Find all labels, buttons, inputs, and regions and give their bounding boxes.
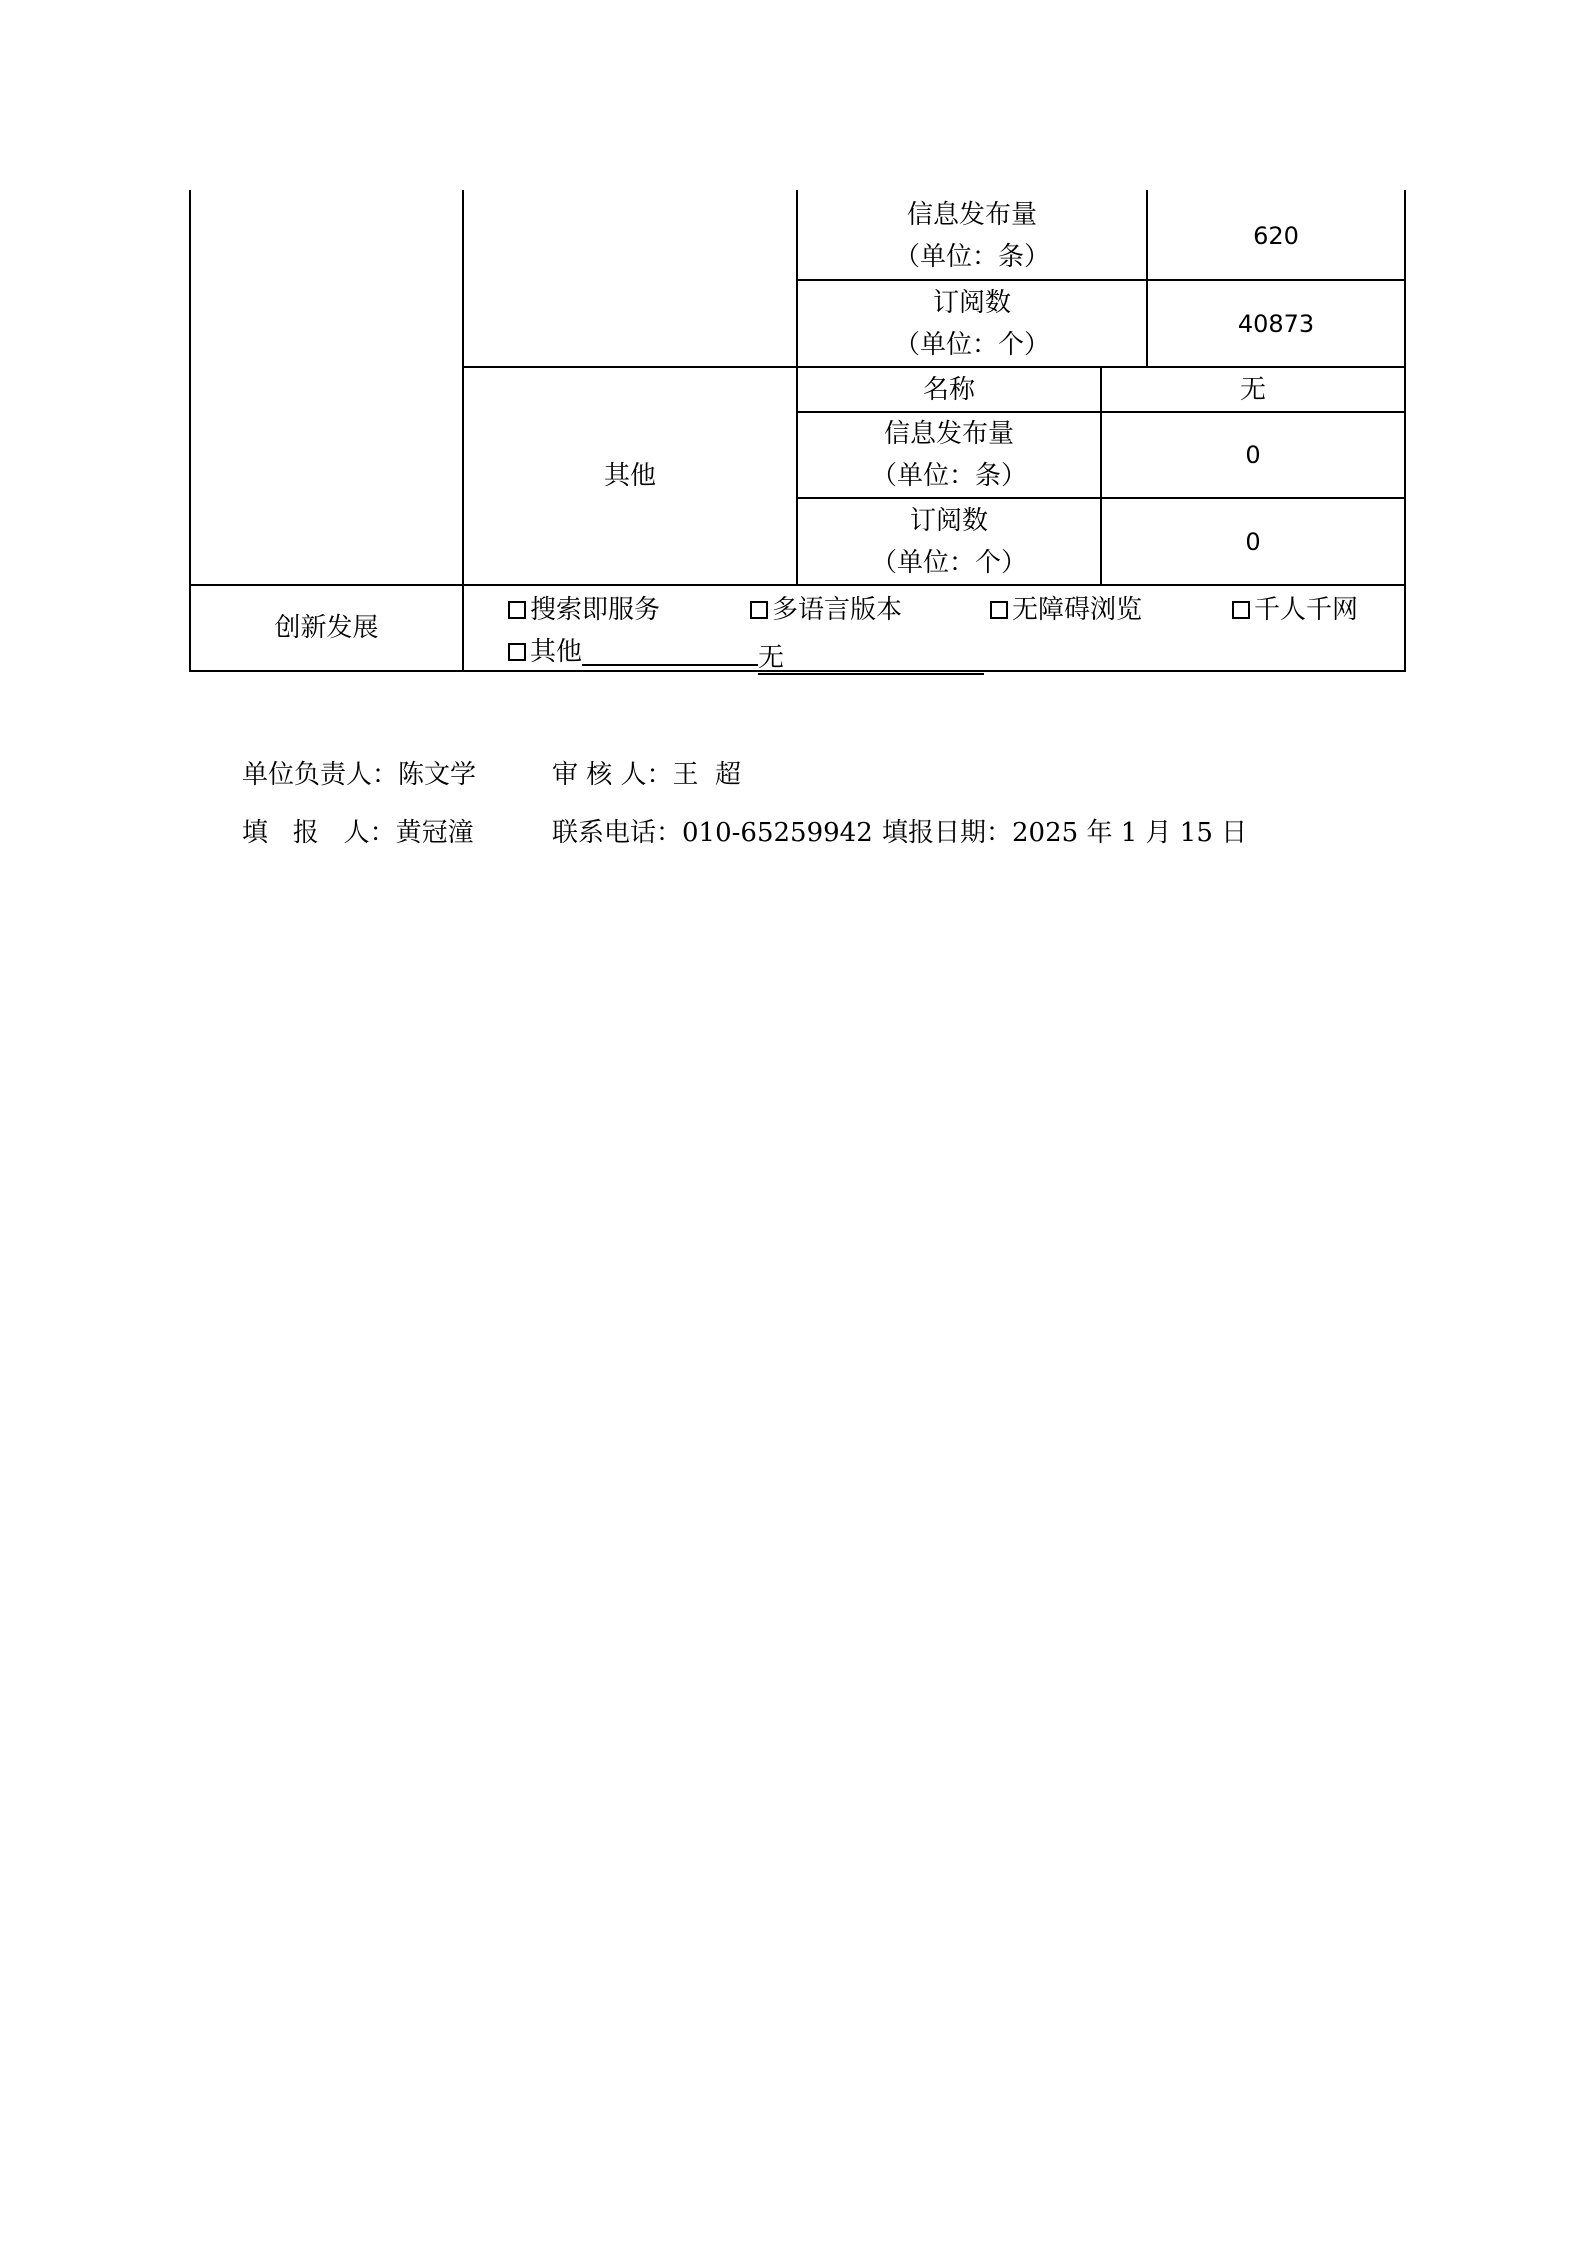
row-label: 信息发布量 xyxy=(883,419,1014,449)
name-label: 名称 xyxy=(922,374,975,405)
grid-line xyxy=(1404,190,1406,672)
row-unit: （单位：条） xyxy=(870,461,1027,491)
option-label: 搜索即服务 xyxy=(530,595,661,625)
option-accessibility[interactable] xyxy=(990,589,1142,626)
row-label: 订阅数 xyxy=(932,287,1011,318)
owner-label: 单位负责人： xyxy=(242,760,399,790)
row-value: 0 xyxy=(1245,441,1261,469)
owner-name: 陈文学 xyxy=(398,760,477,790)
table-row xyxy=(798,192,1146,279)
row-unit: （单位：条） xyxy=(893,241,1050,272)
option-label: 多语言版本 xyxy=(772,595,903,625)
option-label: 千人千网 xyxy=(1254,595,1359,625)
row-unit: （单位：个） xyxy=(893,329,1050,360)
row-label: 信息发布量 xyxy=(906,199,1037,230)
other-value: 无 xyxy=(758,643,984,675)
other-blank xyxy=(582,634,758,666)
checkbox-icon[interactable] xyxy=(508,601,526,619)
reviewer-name: 王 超 xyxy=(672,760,742,790)
table-row xyxy=(798,281,1146,366)
option-search-service[interactable] xyxy=(508,589,660,626)
option-label: 无障碍浏览 xyxy=(1012,595,1143,625)
row-value: 620 xyxy=(1253,221,1299,250)
option-other[interactable] xyxy=(508,631,984,675)
checkbox-icon[interactable] xyxy=(750,601,768,619)
row-value: 0 xyxy=(1245,527,1261,556)
checkbox-icon[interactable] xyxy=(1232,601,1250,619)
checkbox-icon[interactable] xyxy=(990,601,1008,619)
row-value: 40873 xyxy=(1237,309,1315,338)
row-label: 订阅数 xyxy=(909,505,988,536)
option-multilingual[interactable] xyxy=(750,589,902,626)
owner-line xyxy=(242,754,476,791)
row-unit: （单位：个） xyxy=(870,547,1027,578)
phone-number: 010-65259942 xyxy=(682,818,873,848)
reviewer-label: 审 核 人： xyxy=(552,760,673,790)
name-value: 无 xyxy=(1239,374,1266,405)
option-label: 其他 xyxy=(530,637,583,667)
filler-line xyxy=(242,812,474,849)
phone-line xyxy=(552,812,873,849)
date-line xyxy=(882,812,1247,849)
table-row xyxy=(798,499,1100,584)
filler-label: 填 报 人： xyxy=(242,818,396,848)
filler-name: 黄冠潼 xyxy=(395,818,474,848)
other-group-label: 其他 xyxy=(603,461,656,491)
option-personalization[interactable] xyxy=(1232,589,1358,626)
date-label: 填报日期： xyxy=(882,818,1013,848)
fill-date: 2025 年 1 月 15 日 xyxy=(1012,818,1248,848)
reviewer-line xyxy=(552,754,741,791)
innovation-label: 创新发展 xyxy=(274,613,379,643)
table-row xyxy=(798,413,1100,497)
checkbox-icon[interactable] xyxy=(508,643,526,661)
phone-label: 联系电话： xyxy=(552,818,683,848)
